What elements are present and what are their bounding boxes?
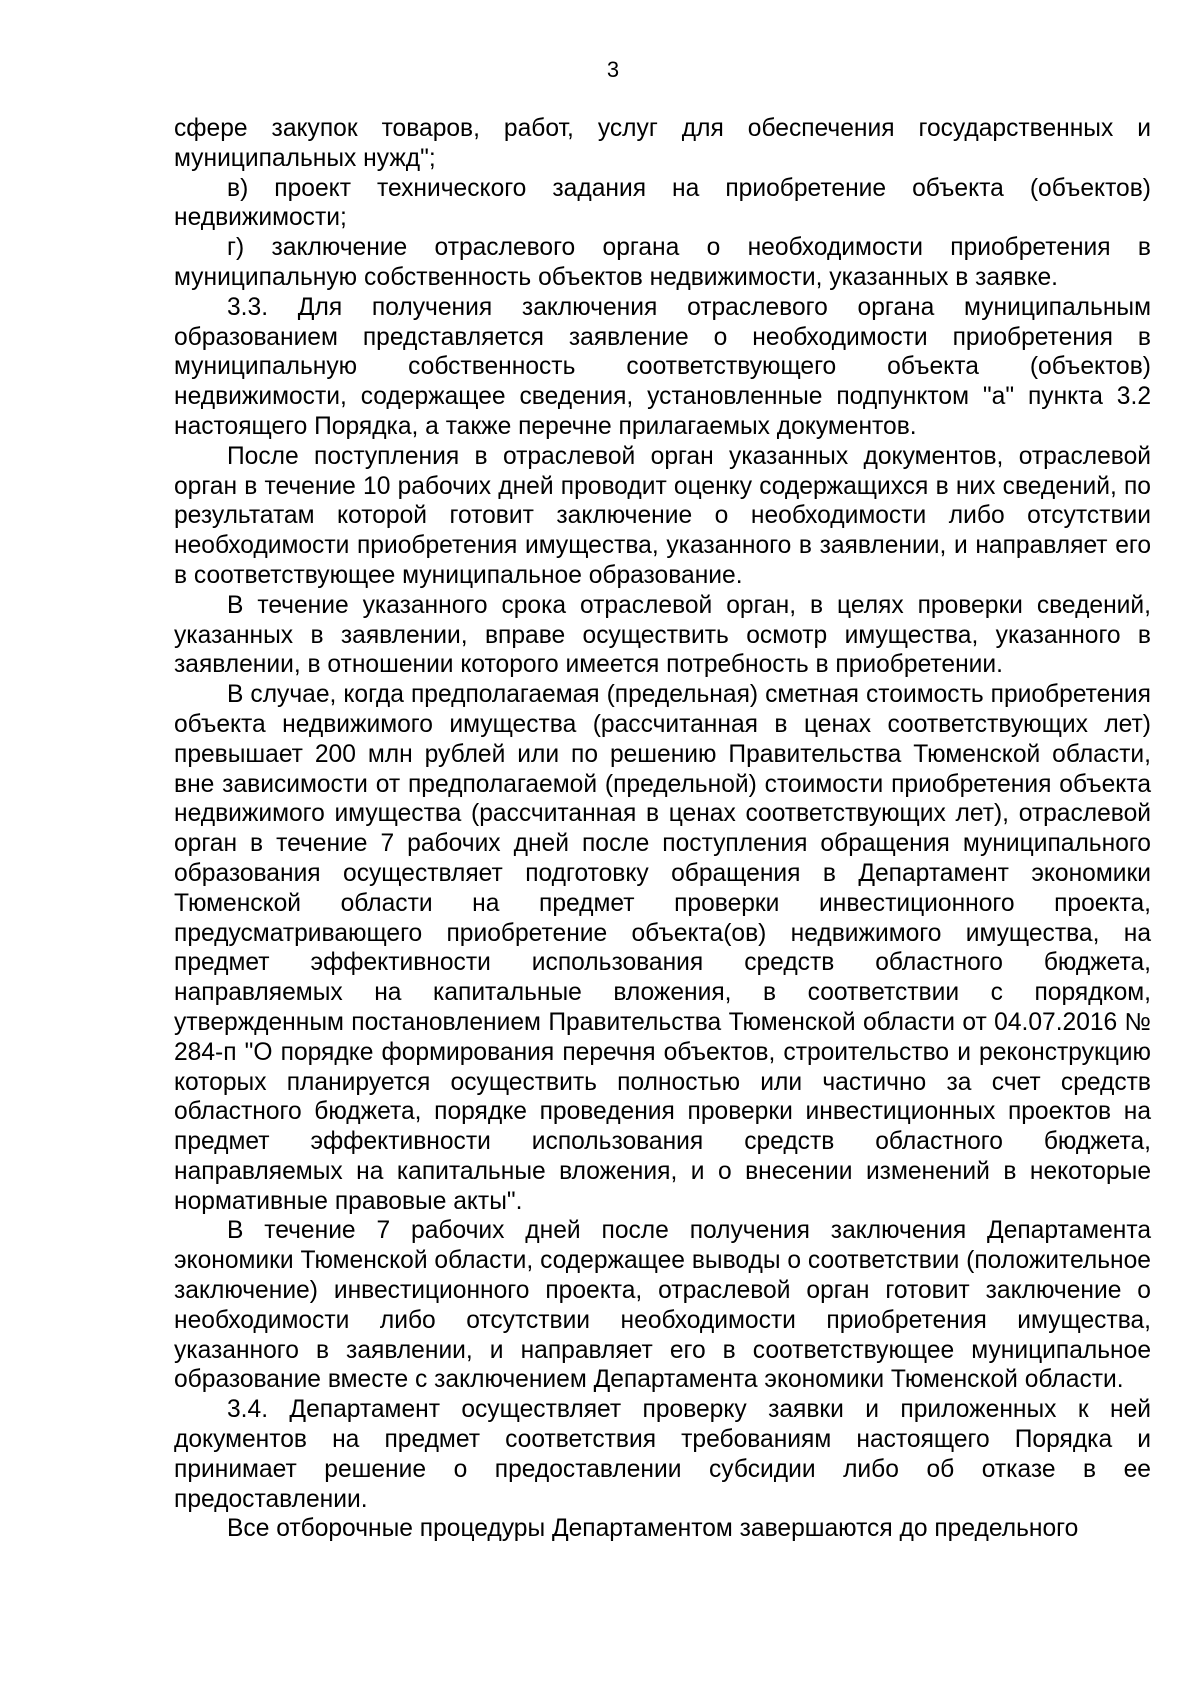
paragraph: В течение указанного срока отраслевой орган, в целях проверки сведений, указанных в заявлении, вправе осуществить осмотр имущества, указанного в заявлении, в отношении которого имеется потребность в приобретении. — [174, 591, 1151, 679]
paragraph-item-g: г) заключение отраслевого органа о необходимости приобретения в муниципальную собственность объектов недвижимости, указанных в заявке. — [174, 234, 1151, 291]
paragraph: В течение 7 рабочих дней после получения заключения Департамента экономики Тюменской области, содержащее выводы о соответствии (положительное заключение) инвестиционного проекта, отраслевой орган готовит заключение о необходимости либо отсутствии необходимости приобретения имущества, указанного в заявлении, и направляет его в соответствующее муниципальное образование вместе с заключением Департамента экономики Тюменской области. — [174, 1217, 1151, 1394]
paragraph: Все отборочные процедуры Департаментом завершаются до предельного — [227, 1515, 1079, 1543]
paragraph: После поступления в отраслевой орган указанных документов, отраслевой орган в течение 10 рабочих дней проводит оценку содержащихся в них сведений, по результатам которой готовит заключение о необходимости либо отсутствии необходимости приобретения имущества, указанного в заявлении, и направляет его в соответствующее муниципальное образование. — [174, 442, 1151, 589]
paragraph-item-v: в) проект технического задания на приобретение объекта (объектов) недвижимости; — [174, 174, 1151, 232]
document-body — [174, 114, 1151, 1544]
paragraph-3-3: 3.3. Для получения заключения отраслевого органа муниципальным образованием представляется заявление о необходимости приобретения в муниципальную собственность соответствующего объекта (объектов) недвижимости, содержащее сведения, установленные подпунктом "а" пункта 3.2 настоящего Порядка, а также перечне прилагаемых документов. — [174, 293, 1151, 440]
paragraph: В случае, когда предполагаемая (предельная) сметная стоимость приобретения объекта недвижимого имущества (рассчитанная в ценах соответствующих лет) превышает 200 млн рублей или по решению Правительства Тюменской области, вне зависимости от предполагаемой (предельной) стоимости приобретения объекта недвижимого имущества (рассчитанная в ценах соответствующих лет), отраслевой орган в течение 7 рабочих дней после поступления обращения муниципального образования осуществляет подготовку обращения в Департамент экономики Тюменской области на предмет проверки инвестиционного проекта, предусматривающего приобретение объекта(ов) недвижимого имущества, на предмет эффективности использования средств областного бюджета, направляемых на капитальные вложения, в соответствии с порядком, утвержденным постановлением Правительства Тюменской области от 04.07.2016 № 284-п "О порядке формирования перечня объектов, строительство и реконструкцию которых планируется осуществить полностью или частично за счет средств областного бюджета, порядке проведения проверки инвестиционных проектов на предмет эффективности использования средств областного бюджета, направляемых на капитальные вложения, и о внесении изменений в некоторые нормативные правовые акты". — [174, 681, 1151, 1215]
paragraph-continuation: сфере закупок товаров, работ, услуг для обеспечения государственных и муниципальных нужд"; — [174, 115, 1151, 172]
paragraph-3-4: 3.4. Департамент осуществляет проверку заявки и приложенных к ней документов на предмет соответствия требованиям настоящего Порядка и принимает решение о предоставлении субсидии либо об отказе в ее предоставлении. — [174, 1396, 1151, 1513]
page-number: 3 — [606, 57, 620, 82]
